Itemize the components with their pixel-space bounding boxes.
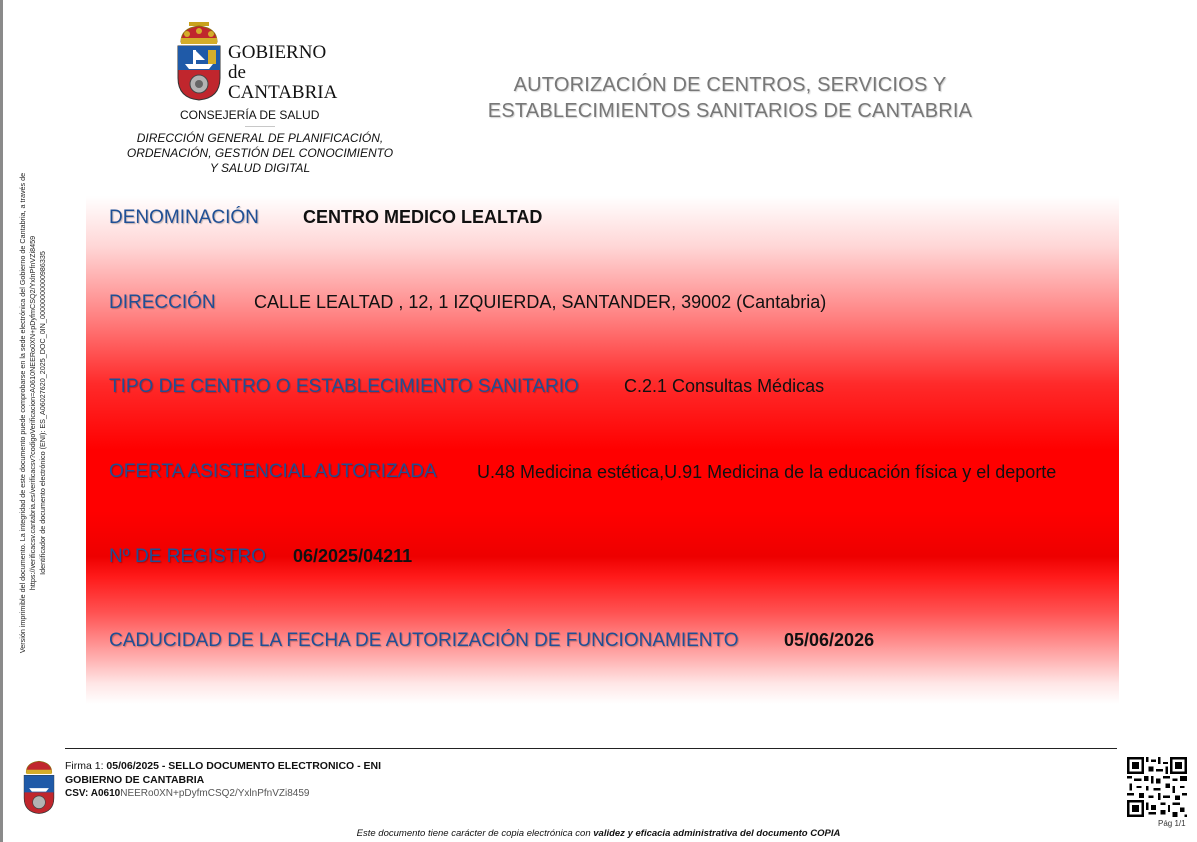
page-left-border: [0, 0, 3, 842]
gov-name-line-1: GOBIERNO: [228, 42, 327, 63]
firma-block: [65, 759, 381, 787]
government-name: [228, 43, 337, 103]
firma-value: 05/06/2025 - SELLO DOCUMENTO ELECTRONICO - ENI: [106, 760, 382, 772]
cantabria-crest-icon: [175, 20, 223, 102]
side-text-line-1: Versión imprimible del documento. La integridad de este documento puede comprobarse en la sede electrónica del Gobierno de Cantabria, a través de: [18, 172, 27, 654]
csv-value: NEERo0XN+pDyfmCSQ2/YxlnPfnVZi8459: [120, 788, 310, 799]
denominacion-value: CENTRO MEDICO LEALTAD: [303, 207, 543, 227]
gov-name-line-2: de: [228, 62, 246, 83]
registro-label: Nº DE REGISTRO: [109, 546, 266, 567]
firma-organization: GOBIERNO DE CANTABRIA: [65, 774, 205, 786]
denominacion-label: DENOMINACIÓN: [109, 207, 259, 228]
oferta-asistencial-label: OFERTA ASISTENCIAL AUTORIZADA: [109, 461, 437, 482]
page-number: Pág 1/1: [1158, 819, 1186, 828]
caducidad-label: CADUCIDAD DE LA FECHA DE AUTORIZACIÓN DE FUNCIONAMIENTO: [109, 630, 739, 651]
copia-bold: validez y eficacia administrativa del documento COPIA: [593, 828, 841, 839]
direccion-value: CALLE LEALTAD , 12, 1 IZQUIERDA, SANTANDER, 39002 (Cantabria): [254, 292, 827, 312]
direccion-general-line-3: Y SALUD DIGITAL: [209, 161, 311, 175]
document-title-line-2: ESTABLECIMIENTOS SANITARIOS DE CANTABRIA: [487, 100, 973, 122]
direccion-general: [110, 131, 410, 176]
registro-value: 06/2025/04211: [293, 546, 413, 566]
side-text-line-2: https://verificacsv.cantabria.es/verificacsv?codigoVerificacion=A0610NEERo0XN+pDyfmCSQ2/YxlnPfnVZi8459: [28, 235, 38, 591]
authorization-panel: [86, 196, 1119, 704]
document-title-line-1: AUTORIZACIÓN DE CENTROS, SERVICIOS Y: [513, 74, 947, 96]
tipo-centro-value: C.2.1 Consultas Médicas: [624, 376, 825, 396]
footer-divider: [65, 748, 1117, 749]
qr-code-icon: [1127, 757, 1187, 817]
consejeria-divider: [245, 126, 275, 127]
direccion-general-line-1: DIRECCIÓN GENERAL DE PLANIFICACIÓN,: [136, 131, 384, 145]
direccion-label: DIRECCIÓN: [109, 292, 216, 313]
consejeria-label: CONSEJERÍA DE SALUD: [180, 108, 320, 122]
footer-crest-icon: [22, 757, 56, 815]
document-title: [455, 72, 1005, 124]
tipo-centro-label: TIPO DE CENTRO O ESTABLECIMIENTO SANITARIO: [109, 376, 579, 397]
gov-name-line-3: CANTABRIA: [228, 82, 338, 103]
copia-notice: [0, 828, 1197, 839]
firma-prefix: Firma 1:: [65, 760, 107, 772]
side-text-line-3: Identificador de documento electrónico (ENI): ES_A06027620_2025_DOC_0IN_00000000000986335: [38, 251, 48, 575]
caducidad-value: 05/06/2026: [784, 630, 875, 650]
oferta-asistencial-value: U.48 Medicina estética,U.91 Medicina de la educación física y el deporte: [477, 462, 1057, 482]
copia-prefix: Este documento tiene carácter de copia electrónica con: [356, 828, 594, 839]
csv-line: [65, 788, 309, 799]
direccion-general-line-2: ORDENACIÓN, GESTIÓN DEL CONOCIMIENTO: [126, 146, 394, 160]
csv-label: CSV: A0610: [65, 788, 121, 799]
verification-side-text: [18, 108, 49, 718]
